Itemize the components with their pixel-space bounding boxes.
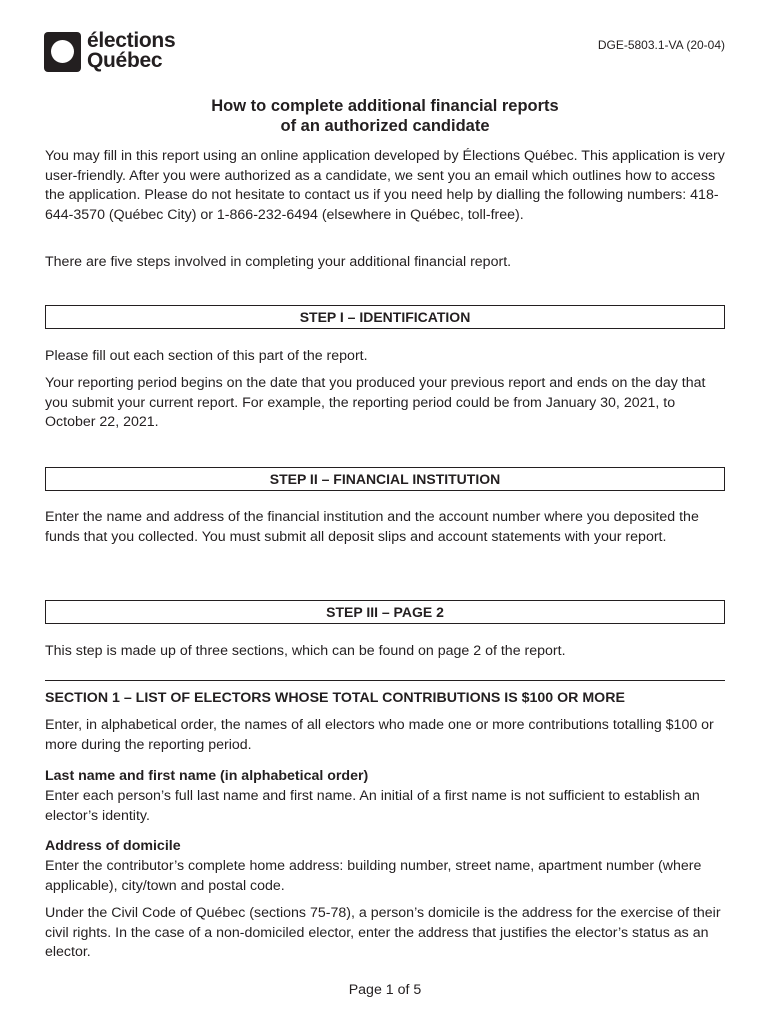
address-subheading: Address of domicile bbox=[45, 838, 181, 854]
logo-line-2: Québec bbox=[87, 49, 163, 72]
section-1-heading: SECTION 1 – LIST OF ELECTORS WHOSE TOTAL CONTRIBUTIONS IS $100 OR MORE bbox=[45, 690, 625, 706]
step-3-heading: STEP III – PAGE 2 bbox=[45, 600, 725, 624]
name-paragraph: Enter each person’s full last name and first name. An initial of a first name is not sufficient to establish an elector’s identity. bbox=[45, 788, 700, 824]
name-subheading: Last name and first name (in alphabetical order) bbox=[45, 768, 369, 784]
civil-code-paragraph: Under the Civil Code of Québec (sections 75-78), a person’s domicile is the address for the exercise of their civil rights. In the case of a non-domiciled elector, enter the address that justifies the elector’s status as an elector. bbox=[45, 905, 721, 961]
step-2-paragraph: Enter the name and address of the financial institution and the account number where you deposited the funds that you collected. You must submit all deposit slips and account statements with your report. bbox=[45, 509, 699, 545]
step-2-heading: STEP II – FINANCIAL INSTITUTION bbox=[45, 467, 725, 491]
logo-line-1: élections bbox=[87, 29, 176, 52]
form-code: DGE-5803.1-VA (20-04) bbox=[597, 38, 725, 52]
step-1-paragraph-2: Your reporting period begins on the date that you produced your previous report and ends on the day that you submit your current report. For example, the reporting period could be from January 30, 2021, to October 22, 2021. bbox=[45, 375, 706, 431]
title-line-2: of an authorized candidate bbox=[280, 117, 490, 135]
section-1-paragraph: Enter, in alphabetical order, the names of all electors who made one or more contributions totalling $100 or more during the reporting period. bbox=[45, 717, 714, 753]
section-divider bbox=[45, 680, 725, 681]
step-1-paragraph-1: Please fill out each section of this part of the report. bbox=[45, 348, 368, 364]
intro-paragraph: You may fill in this report using an online application developed by Élections Québec. This application is very user-friendly. After you were authorized as a candidate, we sent you an email which outlines how to access the application. Please do not hesitate to contact us if you need help by dialling the following numbers: 418-644-3570 (Québec City) or 1-866-232-6494 (elsewhere in Québec, toll-free). bbox=[45, 148, 725, 223]
step-1-heading: STEP I – IDENTIFICATION bbox=[45, 305, 725, 329]
step-3-paragraph: This step is made up of three sections, which can be found on page 2 of the report. bbox=[45, 643, 566, 659]
elections-quebec-logo bbox=[44, 29, 176, 72]
address-paragraph: Enter the contributor’s complete home address: building number, street name, apartment number (where applicable), city/town and postal code. bbox=[45, 858, 702, 894]
document-title bbox=[0, 96, 770, 136]
logo-wordmark bbox=[87, 31, 175, 71]
logo-mark-icon bbox=[44, 32, 81, 72]
intro-steps-paragraph: There are five steps involved in completing your additional financial report. bbox=[45, 254, 512, 270]
page-number: Page 1 of 5 bbox=[348, 982, 422, 998]
title-line-1: How to complete additional financial reports bbox=[211, 97, 559, 115]
